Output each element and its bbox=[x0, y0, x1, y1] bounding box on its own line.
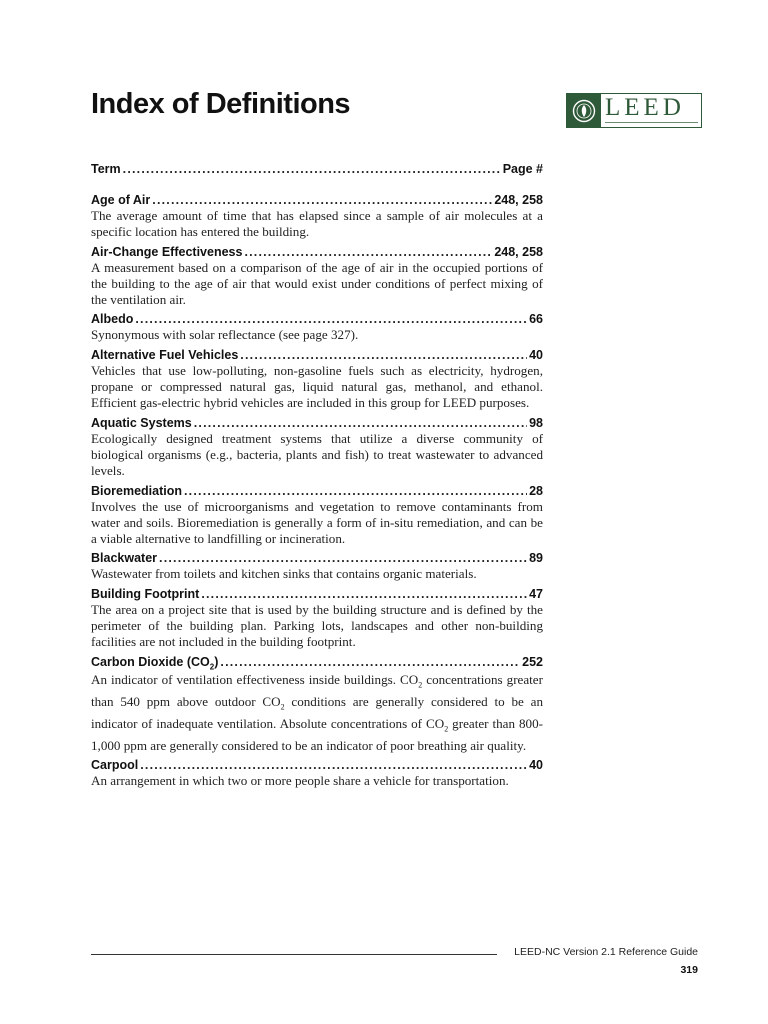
dot-leader bbox=[194, 416, 527, 430]
page-ref: 252 bbox=[522, 654, 543, 669]
dot-leader bbox=[135, 312, 527, 326]
page-ref: 248, 258 bbox=[494, 193, 543, 207]
footer-guide-title: LEED-NC Version 2.1 Reference Guide bbox=[514, 946, 698, 958]
term: Bioremediation bbox=[91, 483, 182, 498]
term: Albedo bbox=[91, 312, 134, 327]
definition-entry bbox=[91, 655, 543, 755]
definition: Vehicles that use low-polluting, non-gasoline fuels such as electricity, hydrogen, propane or compressed natural gas, liquid natural gas, methanol, and ethanol. Efficient gas-electric hybrid vehicles are included in this group for LEED purposes. bbox=[91, 362, 543, 411]
page-number: 319 bbox=[680, 964, 698, 976]
term: Alternative Fuel Vehicles bbox=[91, 347, 239, 362]
header-page: Page # bbox=[502, 162, 543, 176]
definition-entry bbox=[91, 312, 543, 343]
header-term: Term bbox=[91, 162, 121, 176]
term: Blackwater bbox=[91, 551, 158, 566]
page-ref: 248, 258 bbox=[494, 244, 543, 259]
definition-entry bbox=[91, 193, 543, 241]
dot-leader bbox=[184, 484, 527, 498]
term: Carbon Dioxide $(CO_2)$ bbox=[91, 654, 219, 672]
term: Air-Change Effectiveness bbox=[91, 244, 243, 259]
definition: The average amount of time that has elapsed since a sample of air molecules at a specific location has entered the building. bbox=[91, 208, 543, 240]
definition: The area on a project site that is used by the building structure and is defined by the perimeter of the building plan. Parking lots, landscapes and other non-building facilities are not included in the building footprint. bbox=[91, 601, 543, 650]
definition-entry bbox=[91, 758, 543, 789]
dot-leader bbox=[240, 348, 527, 362]
definition: Involves the use of microorganisms and vegetation to remove contaminants from water and soils. Bioremediation is generally a form of in-situ remediation, and can be a viable alternative to landfilling or incineration. bbox=[91, 498, 543, 547]
logo-wordmark: LEED bbox=[605, 94, 685, 121]
term: Building Footprint bbox=[91, 586, 200, 601]
column-header bbox=[91, 162, 543, 176]
definition-entry bbox=[91, 587, 543, 651]
term: Carpool bbox=[91, 758, 139, 773]
footer-rule bbox=[91, 954, 497, 955]
page-title: Index of Definitions bbox=[91, 88, 351, 120]
definition: Wastewater from toilets and kitchen sinks that contains organic materials. bbox=[91, 566, 477, 582]
page-ref: 28 bbox=[529, 483, 543, 498]
dot-leader bbox=[244, 245, 492, 259]
page-ref: 98 bbox=[529, 415, 543, 430]
definition-entry bbox=[91, 416, 543, 480]
definition-entry bbox=[91, 551, 543, 582]
definition: An indicator of ventilation effectiveness inside buildings. $CO_2$ concentrations greater than 540 ppm above outdoor $CO_2$ conditions are generally considered to be an indicator of inadequate ventilation. Absolute concentrations of $CO_2$ greater than 800-1,000 ppm are generally considered to be an indicator of poor breathing air quality. bbox=[91, 672, 543, 753]
dot-leader bbox=[201, 587, 527, 601]
page-ref: 89 bbox=[529, 551, 543, 566]
term: Age of Air bbox=[91, 193, 151, 207]
leed-logo bbox=[566, 93, 702, 128]
dot-leader bbox=[152, 193, 492, 207]
definition: An arrangement in which two or more people share a vehicle for transportation. bbox=[91, 773, 509, 789]
dot-leader bbox=[159, 551, 527, 565]
definition: Synonymous with solar reflectance (see page 327). bbox=[91, 327, 359, 343]
dot-leader bbox=[123, 162, 501, 176]
definitions-list bbox=[91, 162, 543, 793]
dot-leader bbox=[140, 758, 527, 772]
page-ref: 40 bbox=[529, 758, 543, 773]
definition-entry bbox=[91, 348, 543, 412]
definition: Ecologically designed treatment systems that utilize a diverse community of biological organisms (e.g., bacteria, plants and fish) to treat wastewater to advanced levels. bbox=[91, 430, 543, 479]
definition-entry bbox=[91, 245, 543, 309]
definition: A measurement based on a comparison of the age of air in the occupied portions of the building to the age of air that would exist under conditions of perfect mixing of the ventilation air. bbox=[91, 259, 543, 308]
term: Aquatic Systems bbox=[91, 415, 192, 430]
page-ref: 47 bbox=[529, 586, 543, 601]
leed-seal-icon bbox=[567, 94, 601, 127]
page-ref: 66 bbox=[529, 312, 543, 327]
page-ref: 40 bbox=[529, 347, 543, 362]
definition-entry bbox=[91, 484, 543, 548]
dot-leader bbox=[220, 655, 520, 669]
logo-tagline-rule bbox=[605, 122, 698, 125]
